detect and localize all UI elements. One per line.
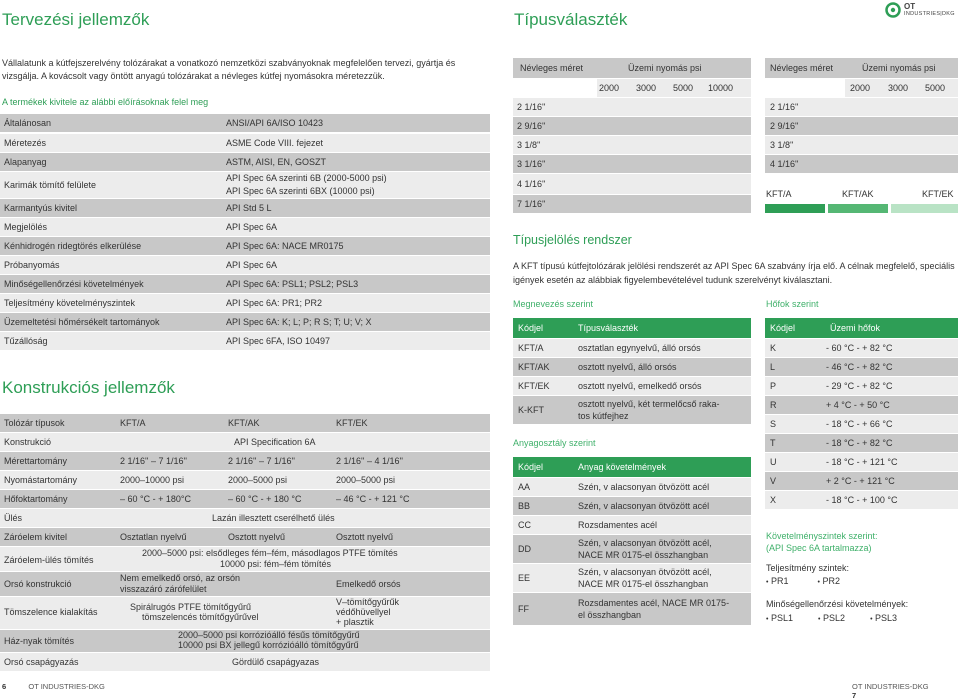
spec-row <box>0 332 490 350</box>
pressure-label: 5000 <box>673 83 694 93</box>
table-header: Kódjel <box>518 323 544 333</box>
table-row <box>0 414 490 432</box>
table-cell: Spirálrugós PTFE tömítőgyűrű <box>130 602 252 612</box>
table-cell: V–tömítőgyűrűk <box>336 597 400 607</box>
company-logo <box>885 2 955 18</box>
table-cell: osztott nyelvű, álló orsós <box>578 362 677 372</box>
type-label: KFT/A <box>766 189 792 199</box>
page-number: 7 <box>852 691 857 700</box>
table-cell: Osztott nyelvű <box>336 532 394 542</box>
spec-label: Általánosan <box>4 118 52 128</box>
page-number: 6 <box>2 682 7 691</box>
spec-label: Karmantyús kivitel <box>4 203 78 213</box>
requirements-title <box>766 530 878 554</box>
table-cell: Ülés <box>4 513 23 523</box>
requirements-title-line1: Követelményszintek szerint: <box>766 531 878 541</box>
table-cell: + 4 °C - + 50 °C <box>826 400 890 410</box>
table-cell: V <box>770 476 777 486</box>
table-cell: 2000–5000 psi <box>228 475 288 485</box>
table-cell: tos kútfejhez <box>578 411 629 421</box>
spec-label: Tűzállóság <box>4 336 48 346</box>
model-subtitle: Megnevezés szerint <box>513 299 594 309</box>
table-cell: - 46 °C - + 82 °C <box>826 362 893 372</box>
size-label: 3 1/8'' <box>770 140 794 150</box>
table-cell: Szén, v alacsonyan ötvözött acél, <box>578 567 712 577</box>
table-cell: Osztatlan nyelvű <box>120 532 187 542</box>
table-row <box>0 452 490 470</box>
spec-value: ANSI/API 6A/ISO 10423 <box>226 117 324 128</box>
spec-row <box>0 153 490 171</box>
spec-row <box>0 218 490 236</box>
table-cell: AA <box>518 482 531 492</box>
table-cell: Hőfoktartomány <box>4 494 68 504</box>
size-label: 2 9/16'' <box>770 121 799 131</box>
table-cell: + plasztik <box>336 617 374 627</box>
spec-note: A termékek kivitele az alábbi előírásoknak felel meg <box>2 97 209 107</box>
performance-list: • PR1 • PR2 <box>766 576 840 586</box>
size-label: 4 1/16'' <box>770 159 799 169</box>
table-cell: el összhangban <box>578 610 642 620</box>
table-cell: - 60 °C - + 82 °C <box>826 343 893 353</box>
temperature-subtitle: Hőfok szerint <box>766 299 819 309</box>
table-row <box>0 630 490 652</box>
table-cell: Rozsdamentes acél <box>578 520 658 530</box>
table-cell: + 2 °C - + 121 °C <box>826 476 895 486</box>
table-cell: Gördülő csapágyazas <box>232 657 320 667</box>
table-cell: 10000 psi: fém–fém tömítés <box>220 559 332 569</box>
footer-brand: OT INDUSTRIES-DKG <box>852 682 929 691</box>
table-cell: - 29 °C - + 82 °C <box>826 381 893 391</box>
spec-value: API Spec 6A: PR1; PR2 <box>226 297 323 308</box>
table-cell: P <box>770 381 777 391</box>
construction-title: Konstrukciós jellemzők <box>2 378 175 397</box>
spec-value: API Spec 6A szerinti 6B (2000-5000 psi) <box>226 173 387 183</box>
table-row <box>0 597 490 629</box>
table-cell: Ház-nyak tömítés <box>4 636 75 646</box>
table-cell: FF <box>518 604 529 614</box>
table-cell: U <box>770 457 777 467</box>
table-cell: osztatlan egynyelvű, álló orsós <box>578 343 701 353</box>
table-cell: R <box>770 400 777 410</box>
table-cell: CC <box>518 520 531 530</box>
table-cell: - 18 °C - + 100 °C <box>826 495 898 505</box>
spec-row <box>0 275 490 293</box>
table-cell: Szén, v alacsonyan ötvözött acél <box>578 501 710 511</box>
types-text: A KFT típusú kútfejtolózárak jelölési rendszerét az API Spec 6A szabvány írja elő. A célnak megfelelő, speciális igények esetén az alábbiak figyelembevételével tudunk szerelvényt kiválasztani. <box>513 261 955 285</box>
table-cell: DD <box>518 544 531 554</box>
table-cell: védőhüvellyel <box>336 607 391 617</box>
spec-label: Alapanyag <box>4 157 47 167</box>
spec-label: Próbanyomás <box>4 260 60 270</box>
spec-label: Kénhidrogén ridegtörés elkerülése <box>4 241 142 251</box>
table-cell: tömszelencés tömítőgyűrűvel <box>142 612 259 622</box>
spec-value: ASME Code VIII. fejezet <box>226 137 324 148</box>
table-row <box>0 572 490 596</box>
spec-row <box>0 237 490 255</box>
quality-item: PSL1 <box>770 613 793 623</box>
pressure-label: 10000 <box>708 83 734 93</box>
table-cell: 2000–5000 psi korrózióálló fésűs tömítőgyűrű <box>178 630 360 640</box>
performance-item: PR1 <box>770 576 789 586</box>
table-cell: Mérettartomány <box>4 456 68 466</box>
size-label: 2 1/16'' <box>770 102 799 112</box>
table-cell: KFT/EK <box>518 381 550 391</box>
spec-value: API Spec 6A: NACE MR0175 <box>226 240 344 251</box>
table-cell: L <box>770 362 776 372</box>
table-row <box>0 471 490 489</box>
quality-label: Minőségellenőrzési követelmények: <box>766 599 909 609</box>
table-cell: API Specification 6A <box>234 437 316 447</box>
logo-mark-icon <box>885 2 901 18</box>
table-cell: Nem emelkedő orsó, az orsón <box>120 573 241 583</box>
spec-label: Megjelölés <box>4 222 48 232</box>
legend-swatch-kftek <box>891 204 958 213</box>
quality-list: • PSL1 • PSL2 • PSL3 <box>766 613 898 623</box>
table-cell: K-KFT <box>518 405 544 415</box>
table-cell: K <box>770 343 777 353</box>
performance-label: Teljesítmény szintek: <box>766 563 850 573</box>
table-cell: Rozsdamentes acél, NACE MR 0175- <box>578 598 730 608</box>
table-cell: 2000–5000 psi <box>336 475 396 485</box>
table-cell: 2000–5000 psi: elsődleges fém–fém, másodlagos PTFE tömítés <box>142 548 398 558</box>
table-cell: 2 1/16'' – 4 1/16'' <box>336 456 403 466</box>
spec-row <box>0 199 490 217</box>
table-cell: Lazán illesztett cserélhető ülés <box>212 513 335 523</box>
size-label: 7 1/16'' <box>517 199 546 209</box>
table-header: Üzemi nyomás psi <box>628 63 702 73</box>
quality-item: PSL3 <box>875 613 898 623</box>
spec-row <box>0 313 490 331</box>
table-cell: NACE MR 0175-el összhangban <box>578 550 709 560</box>
table-cell: 2 1/16'' – 7 1/16'' <box>120 456 187 466</box>
table-row <box>0 528 490 546</box>
table-cell: 2 1/16'' – 7 1/16'' <box>228 456 295 466</box>
pressure-label: 2000 <box>850 83 871 93</box>
material-subtitle: Anyagosztály szerint <box>513 438 596 448</box>
pressure-label: 3000 <box>636 83 657 93</box>
size-label: 3 1/16'' <box>517 159 546 169</box>
table-cell: X <box>770 495 777 505</box>
spec-label: Méretezés <box>4 138 47 148</box>
pressure-label: 2000 <box>599 83 620 93</box>
spec-row <box>0 114 490 132</box>
table-cell: KFT/A <box>518 343 544 353</box>
table-cell: - 18 °C - + 82 °C <box>826 438 893 448</box>
table-header: Kódjel <box>770 323 796 333</box>
spec-value: API Spec 6A: K; L; P; R S; T; U; V; X <box>226 316 372 327</box>
pressure-label: 5000 <box>925 83 946 93</box>
spec-value: API Spec 6A <box>226 221 278 232</box>
size-label: 4 1/16'' <box>517 179 546 189</box>
table-header: Típusválaszték <box>578 323 639 333</box>
table-row <box>0 547 490 571</box>
page-title-left: Tervezési jellemzők <box>2 10 150 29</box>
type-label: KFT/AK <box>842 189 874 199</box>
spec-value: API Spec 6FA, ISO 10497 <box>226 335 331 346</box>
table-cell: Tömszelence kialakítás <box>4 607 98 617</box>
table-row <box>0 509 490 527</box>
footer-right <box>852 682 960 700</box>
table-cell: visszazáró zárófelület <box>120 584 207 594</box>
spec-label: Minőségellenőrzési követelmények <box>4 279 144 289</box>
table-cell: – 60 °C - + 180°C <box>120 494 191 504</box>
footer-brand: OT INDUSTRIES-DKG <box>28 682 105 691</box>
spec-label: Üzemeltetési hőmérsékelt tartományok <box>4 317 160 327</box>
table-header: Üzemi nyomás psi <box>862 63 936 73</box>
spec-value: API Spec 6A <box>226 259 278 270</box>
logo-text: OT <box>904 2 916 11</box>
table-cell: KFT/A <box>120 418 146 428</box>
table-row <box>0 490 490 508</box>
spec-row <box>0 294 490 312</box>
performance-item: PR2 <box>822 576 840 586</box>
table-cell: - 18 °C - + 66 °C <box>826 419 893 429</box>
table-header: Névleges méret <box>520 63 584 73</box>
type-label: KFT/EK <box>922 189 954 199</box>
table-cell: T <box>770 438 776 448</box>
table-cell: Szén, v alacsonyan ötvözött acél <box>578 482 710 492</box>
table-cell: 10000 psi BX jellegű korrózióálló tömítőgyűrű <box>178 640 359 650</box>
table-cell: EE <box>518 573 531 583</box>
legend-swatch-kftak <box>828 204 888 213</box>
intro-text: Vállalatunk a kútfejszerelvény tolózárakat a vonatkozó nemzetközi szabványoknak megfelelően tervezi, gyártja és vizsgálja. A kovácsolt vagy öntött anyagú tolózárakat a névleges kútfej nyomásokra méretezzük. <box>2 58 456 81</box>
table-cell: osztott nyelvű, két termelőcső raka- <box>578 399 720 409</box>
spec-value: API Std 5 L <box>226 202 272 213</box>
table-cell: Záróelem-ülés tömítés <box>4 555 94 565</box>
pressure-label: 3000 <box>888 83 909 93</box>
spec-value: API Spec 6A szerinti 6BX (10000 psi) <box>226 186 375 196</box>
table-cell: KFT/EK <box>336 418 368 428</box>
logo-subtext: INDUSTRIES|DKG <box>904 11 955 17</box>
table-cell: Emelkedő orsós <box>336 579 401 589</box>
legend-swatch-kfta <box>765 204 825 213</box>
size-label: 2 1/16'' <box>517 102 546 112</box>
table-cell: KFT/AK <box>228 418 260 428</box>
spec-row <box>0 134 490 152</box>
table-header: Névleges méret <box>770 63 834 73</box>
table-cell: – 46 °C - + 121 °C <box>336 494 410 504</box>
quality-item: PSL2 <box>823 613 846 623</box>
spec-value: ASTM, AISI, EN, GOSZT <box>226 156 327 167</box>
size-label: 3 1/8'' <box>517 140 541 150</box>
table-cell: Konstrukció <box>4 437 52 447</box>
spec-label: Karimák tömítő felülete <box>4 180 97 190</box>
table-cell: - 18 °C - + 121 °C <box>826 457 898 467</box>
footer-left <box>2 682 105 691</box>
spec-row <box>0 256 490 274</box>
table-cell: BB <box>518 501 531 511</box>
table-row <box>0 433 490 451</box>
table-cell: 2000–10000 psi <box>120 475 185 485</box>
table-cell: Orsó csapágyazás <box>4 657 79 667</box>
size-label: 2 9/16'' <box>517 121 546 131</box>
table-cell: S <box>770 419 777 429</box>
table-cell: NACE MR 0175-el összhangban <box>578 579 709 589</box>
page-title-right: Típusválaszték <box>514 10 628 29</box>
table-cell: Osztott nyelvű <box>228 532 286 542</box>
table-header: Anyag követelmények <box>578 462 667 472</box>
spec-label: Teljesítmény követelményszintek <box>4 298 136 308</box>
types-title: Típusjelölés rendszer <box>513 233 632 247</box>
spec-value: API Spec 6A: PSL1; PSL2; PSL3 <box>226 278 359 289</box>
table-cell: Tolózár típusok <box>4 418 65 428</box>
requirements-title-line2: (API Spec 6A tartalmazza) <box>766 543 872 553</box>
table-cell: Orsó konstrukció <box>4 579 72 589</box>
table-cell: osztott nyelvű, emelkedő orsós <box>578 381 702 391</box>
table-cell: Szén, v alacsonyan ötvözött acél, <box>578 538 712 548</box>
table-row <box>0 653 490 671</box>
spec-row <box>0 172 490 198</box>
table-cell: – 60 °C - + 180 °C <box>228 494 302 504</box>
table-header: Kódjel <box>518 462 544 472</box>
table-cell: KFT/AK <box>518 362 550 372</box>
table-cell: Nyomástartomány <box>4 475 78 485</box>
table-cell: Záróelem kivitel <box>4 532 68 542</box>
table-header: Üzemi hőfok <box>830 323 881 333</box>
